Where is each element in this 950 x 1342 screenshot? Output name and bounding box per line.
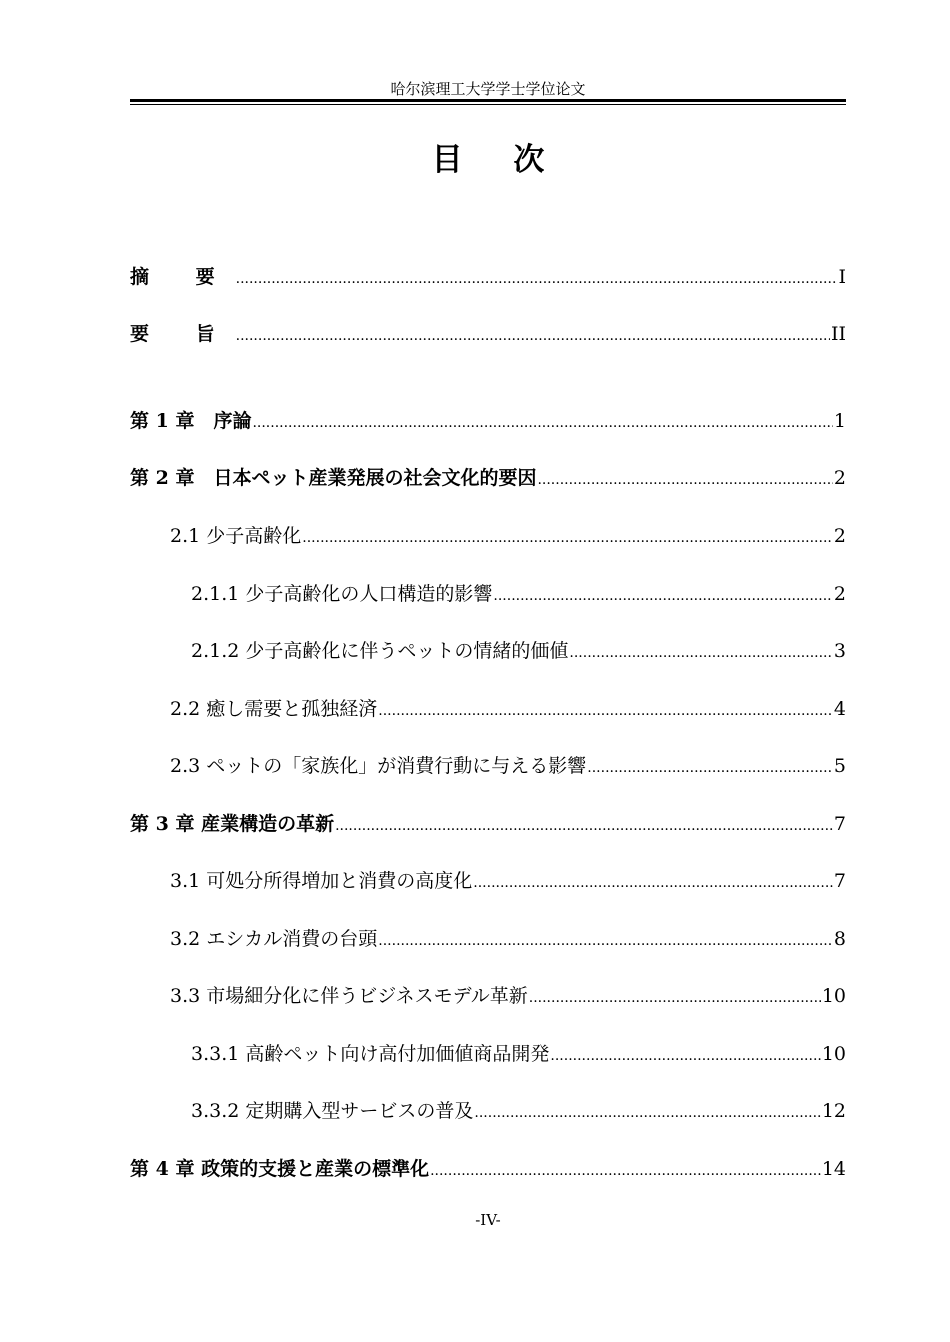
dot-leader xyxy=(474,1100,820,1126)
toc-entry-chapter-3[interactable] xyxy=(130,811,846,839)
dot-leader xyxy=(236,323,830,349)
toc-entry-label: 第 3 章 産業構造の革新 xyxy=(130,813,335,835)
toc-entry-page: 7 xyxy=(833,813,846,835)
toc-entry-page: I xyxy=(838,266,846,288)
toc-entry-page: 3 xyxy=(833,640,846,662)
toc-entry-label: 2.1.1 少子高齢化の人口構造的影響 xyxy=(191,583,493,605)
toc-entry-chapter-2[interactable] xyxy=(130,465,846,493)
dot-leader xyxy=(493,583,833,609)
toc-entry-section-3-2[interactable] xyxy=(130,926,846,954)
toc-entry-page: 4 xyxy=(833,698,846,720)
toc-entry-section-2-1[interactable] xyxy=(130,523,846,551)
dot-leader xyxy=(302,525,833,551)
dot-leader xyxy=(537,467,832,493)
toc-entry-subsection-3-3-1[interactable] xyxy=(130,1041,846,1069)
toc-entry-label: 2.1.2 少子高齢化に伴うペットの情緒的価値 xyxy=(191,640,569,662)
toc-entry-section-2-2[interactable] xyxy=(130,696,846,724)
toc-entry-page: 10 xyxy=(821,985,846,1007)
toc-entry-subsection-3-3-2[interactable] xyxy=(130,1098,846,1126)
toc-entry-label: 第 2 章 日本ペット産業発展の社会文化的要因 xyxy=(130,467,537,489)
toc-entry-chapter-1[interactable] xyxy=(130,408,846,436)
toc-entry-chapter-4[interactable] xyxy=(130,1156,846,1184)
dot-leader xyxy=(378,698,833,724)
toc-entry-page: 2 xyxy=(833,467,846,489)
dot-leader xyxy=(529,985,821,1011)
toc-entry-page: II xyxy=(830,323,846,345)
toc-entry-section-2-3[interactable] xyxy=(130,753,846,781)
toc-entry-label: 3.3.1 高齢ペット向け高付加価値商品開発 xyxy=(191,1043,550,1065)
toc-entry-page: 7 xyxy=(833,870,846,892)
header-rule-thin xyxy=(130,104,846,105)
toc-title: 目 次 xyxy=(431,142,565,178)
toc-entry-abstract[interactable] xyxy=(130,264,846,292)
toc-entry-label: 3.1 可処分所得増加と消費の高度化 xyxy=(170,870,473,892)
toc-entry-label: 3.3.2 定期購入型サービスの普及 xyxy=(191,1100,474,1122)
toc-entry-section-3-3[interactable] xyxy=(130,983,846,1011)
toc-entry-page: 10 xyxy=(821,1043,846,1065)
dot-leader xyxy=(569,640,833,666)
toc-entry-label: 摘 要 xyxy=(130,266,235,288)
toc-entry-label: 3.2 エシカル消費の台頭 xyxy=(170,928,378,950)
toc-entry-label: 第 4 章 政策的支援と産業の標準化 xyxy=(130,1158,430,1180)
toc-entry-page: 1 xyxy=(833,410,846,432)
toc-entry-subsection-2-1-2[interactable] xyxy=(130,638,846,666)
toc-entry-label: 要 旨 xyxy=(130,323,235,345)
toc-entry-section-3-1[interactable] xyxy=(130,868,846,896)
running-header: 哈尔滨理工大学学士学位论文 xyxy=(390,80,586,98)
dot-leader xyxy=(252,410,832,436)
header-rule-thick xyxy=(130,99,846,102)
dot-leader xyxy=(550,1043,820,1069)
toc-entry-label: 2.1 少子高齢化 xyxy=(170,525,302,547)
toc-entry-page: 12 xyxy=(821,1100,846,1122)
dot-leader xyxy=(473,870,833,896)
toc-entry-label: 2.3 ペットの「家族化」が消費行動に与える影響 xyxy=(170,755,587,777)
toc-entry-page: 2 xyxy=(833,583,846,605)
toc-entry-page: 5 xyxy=(833,755,846,777)
toc-entry-page: 8 xyxy=(833,928,846,950)
toc-entry-page: 14 xyxy=(821,1158,846,1180)
toc-entry-page: 2 xyxy=(833,525,846,547)
dot-leader xyxy=(236,266,838,292)
dot-leader xyxy=(378,928,833,954)
toc-entry-yoshi[interactable] xyxy=(130,321,846,349)
toc-entry-label: 2.2 癒し需要と孤独経済 xyxy=(170,698,378,720)
dot-leader xyxy=(430,1158,821,1184)
toc-entry-label: 3.3 市場細分化に伴うビジネスモデル革新 xyxy=(170,985,528,1007)
dot-leader xyxy=(335,813,833,839)
page-number-footer: -IV- xyxy=(475,1211,501,1229)
dot-leader xyxy=(587,755,833,781)
toc-entry-label: 第 1 章 序論 xyxy=(130,410,252,432)
toc-entry-subsection-2-1-1[interactable] xyxy=(130,581,846,609)
